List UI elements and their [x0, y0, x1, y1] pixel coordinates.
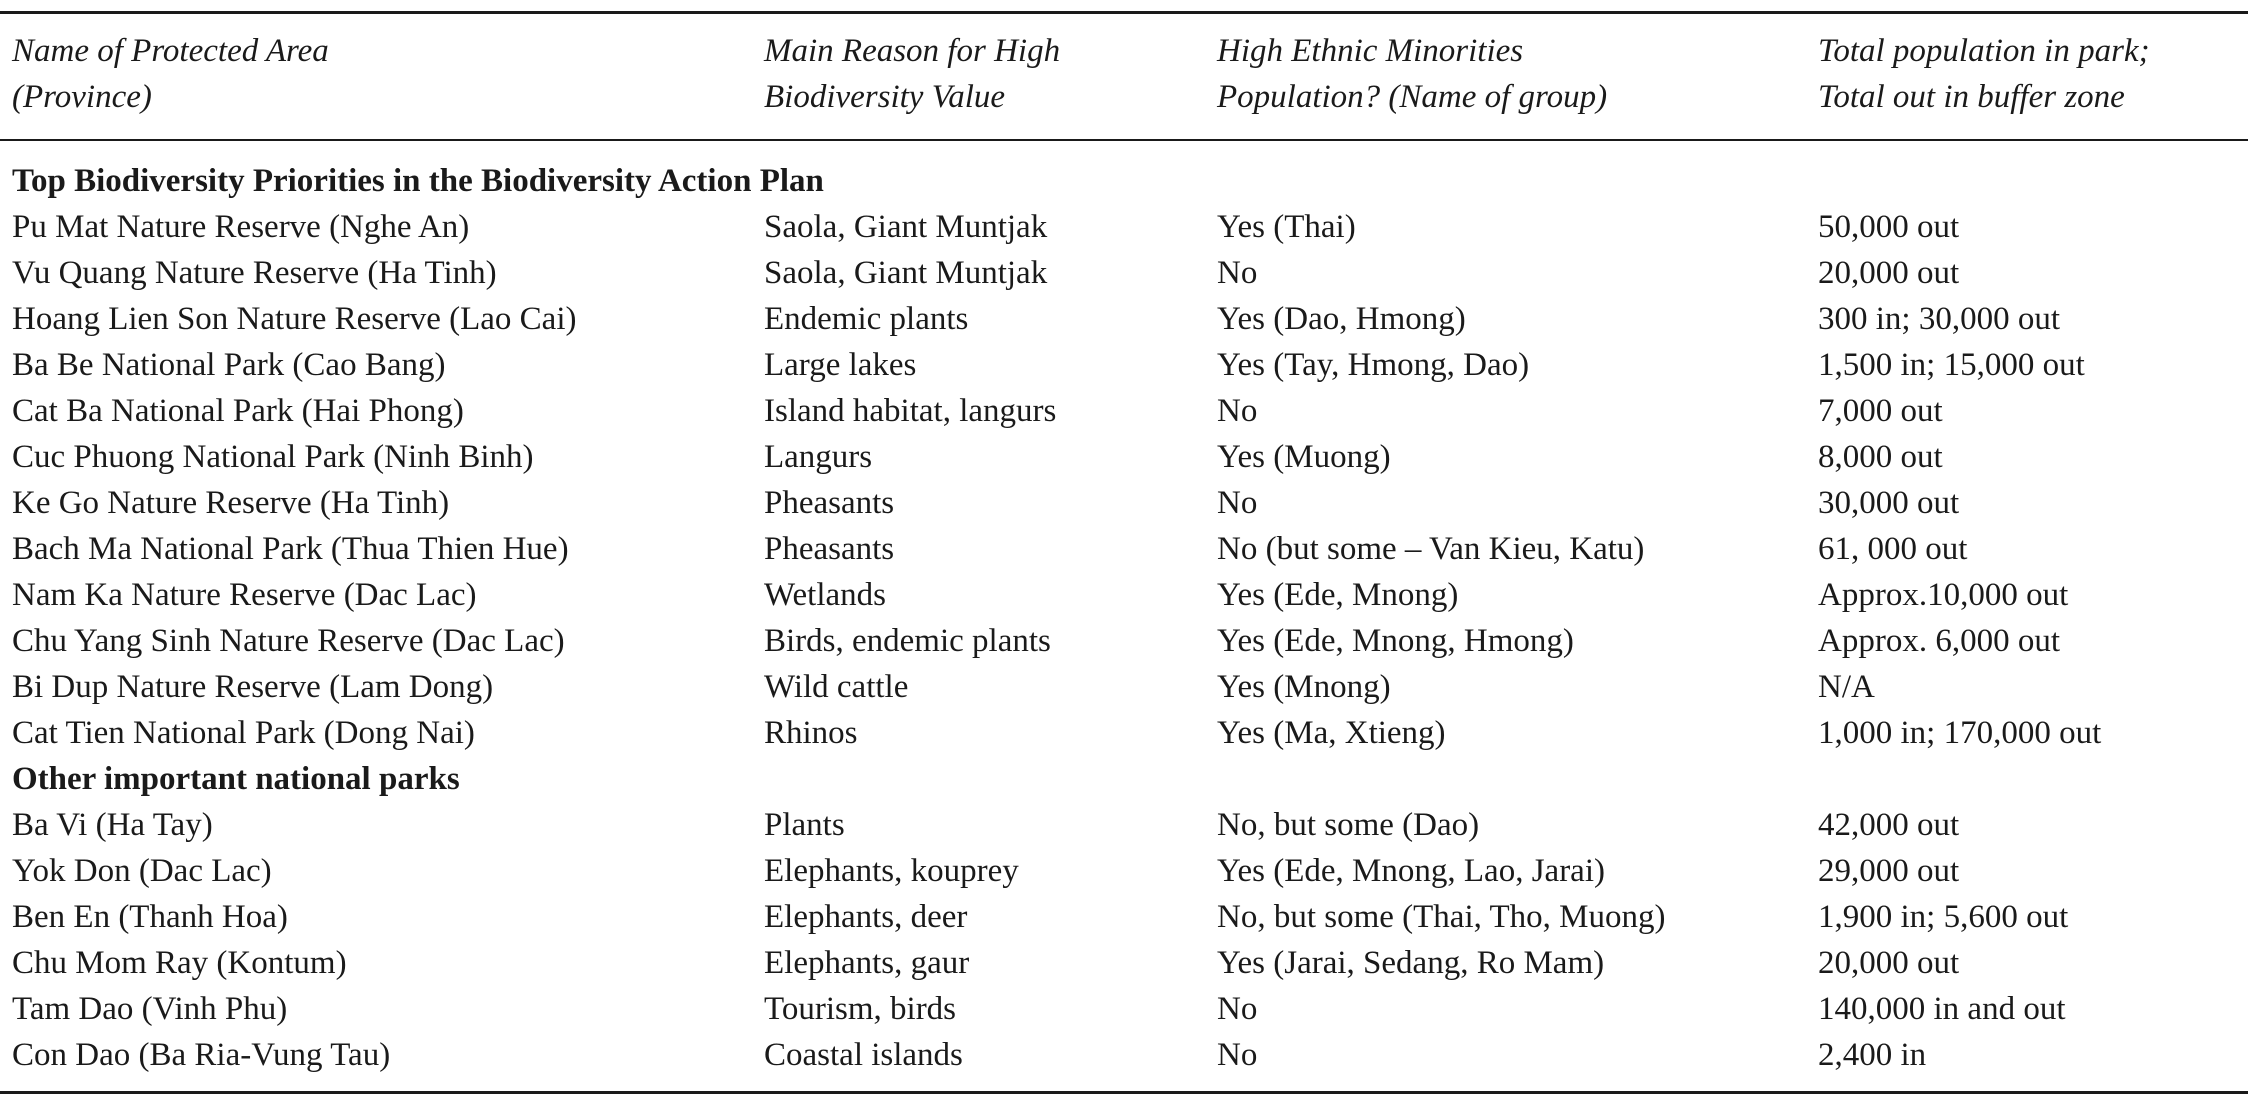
cell-ethnic-minorities: No: [1217, 991, 1258, 1027]
cell-protected-area: Chu Yang Sinh Nature Reserve (Dac Lac): [12, 623, 565, 659]
cell-main-reason: Elephants, gaur: [764, 945, 970, 981]
cell-ethnic-minorities: Yes (Ede, Mnong): [1217, 577, 1459, 613]
section-heading: [0, 756, 2248, 802]
cell-protected-area: Ba Vi (Ha Tay): [12, 807, 213, 843]
cell-main-reason: Rhinos: [764, 715, 858, 751]
section-title: Other important national parks: [12, 761, 460, 797]
cell-ethnic-minorities: No: [1217, 485, 1258, 521]
cell-population: 7,000 out: [1818, 393, 1943, 429]
table-row: [0, 342, 2248, 388]
cell-population: 8,000 out: [1818, 439, 1943, 475]
cell-population: N/A: [1818, 669, 1875, 705]
cell-protected-area: Bi Dup Nature Reserve (Lam Dong): [12, 669, 494, 705]
table-row: [0, 1032, 2248, 1078]
cell-ethnic-minorities: Yes (Ede, Mnong, Lao, Jarai): [1217, 853, 1605, 889]
cell-population: 61, 000 out: [1818, 531, 1968, 567]
table-row: [0, 204, 2248, 250]
header-ethnic-minorities: [1217, 28, 1607, 120]
cell-ethnic-minorities: No: [1217, 1037, 1258, 1073]
header-line: Total out in buffer zone: [1818, 79, 2125, 115]
header-main-reason: [764, 28, 1060, 120]
table-row: [0, 434, 2248, 480]
cell-main-reason: Large lakes: [764, 347, 917, 383]
table-row: [0, 618, 2248, 664]
cell-protected-area: Chu Mom Ray (Kontum): [12, 945, 347, 981]
table-row: [0, 986, 2248, 1032]
table-row: [0, 526, 2248, 572]
cell-ethnic-minorities: Yes (Tay, Hmong, Dao): [1217, 347, 1530, 383]
cell-protected-area: Hoang Lien Son Nature Reserve (Lao Cai): [12, 301, 577, 337]
cell-ethnic-minorities: Yes (Thai): [1217, 209, 1356, 245]
cell-population: 2,400 in: [1818, 1037, 1927, 1073]
cell-main-reason: Birds, endemic plants: [764, 623, 1051, 659]
cell-population: 140,000 in and out: [1818, 991, 2066, 1027]
cell-protected-area: Cuc Phuong National Park (Ninh Binh): [12, 439, 534, 475]
cell-protected-area: Con Dao (Ba Ria-Vung Tau): [12, 1037, 391, 1073]
cell-protected-area: Vu Quang Nature Reserve (Ha Tinh): [12, 255, 497, 291]
cell-population: 1,900 in; 5,600 out: [1818, 899, 2069, 935]
cell-protected-area: Bach Ma National Park (Thua Thien Hue): [12, 531, 569, 567]
header-line: Main Reason for High: [764, 33, 1061, 69]
cell-ethnic-minorities: Yes (Mnong): [1217, 669, 1391, 705]
cell-main-reason: Elephants, deer: [764, 899, 968, 935]
cell-main-reason: Wetlands: [764, 577, 886, 613]
cell-main-reason: Pheasants: [764, 485, 895, 521]
table-row: [0, 250, 2248, 296]
cell-main-reason: Island habitat, langurs: [764, 393, 1057, 429]
header-name-of-protected-area: [12, 28, 329, 120]
cell-main-reason: Coastal islands: [764, 1037, 963, 1073]
cell-population: Approx.10,000 out: [1818, 577, 2069, 613]
table-header: [0, 28, 2248, 128]
cell-population: 30,000 out: [1818, 485, 1960, 521]
table-row: [0, 848, 2248, 894]
cell-ethnic-minorities: No: [1217, 255, 1258, 291]
table-row: [0, 388, 2248, 434]
table-row: [0, 710, 2248, 756]
header-rule: [0, 139, 2248, 141]
cell-main-reason: Endemic plants: [764, 301, 969, 337]
table-row: [0, 480, 2248, 526]
cell-main-reason: Wild cattle: [764, 669, 909, 705]
cell-ethnic-minorities: Yes (Jarai, Sedang, Ro Mam): [1217, 945, 1605, 981]
cell-ethnic-minorities: Yes (Ede, Mnong, Hmong): [1217, 623, 1574, 659]
section-heading: [0, 158, 2248, 204]
top-rule: [0, 11, 2248, 14]
cell-population: 20,000 out: [1818, 255, 1960, 291]
cell-ethnic-minorities: No, but some (Thai, Tho, Muong): [1217, 899, 1666, 935]
cell-main-reason: Plants: [764, 807, 845, 843]
cell-protected-area: Nam Ka Nature Reserve (Dac Lac): [12, 577, 477, 613]
bottom-rule: [0, 1091, 2248, 1094]
cell-protected-area: Yok Don (Dac Lac): [12, 853, 272, 889]
header-total-population: [1818, 28, 2150, 120]
cell-population: Approx. 6,000 out: [1818, 623, 2060, 659]
cell-main-reason: Pheasants: [764, 531, 895, 567]
cell-protected-area: Cat Ba National Park (Hai Phong): [12, 393, 464, 429]
cell-main-reason: Elephants, kouprey: [764, 853, 1019, 889]
cell-population: 1,500 in; 15,000 out: [1818, 347, 2085, 383]
table-body: [0, 158, 2248, 1078]
cell-protected-area: Cat Tien National Park (Dong Nai): [12, 715, 475, 751]
cell-population: 20,000 out: [1818, 945, 1960, 981]
cell-ethnic-minorities: Yes (Muong): [1217, 439, 1391, 475]
header-line: Name of Protected Area: [12, 33, 329, 69]
header-line: (Province): [12, 79, 152, 115]
cell-protected-area: Tam Dao (Vinh Phu): [12, 991, 288, 1027]
cell-ethnic-minorities: Yes (Dao, Hmong): [1217, 301, 1466, 337]
header-line: Population? (Name of group): [1217, 79, 1608, 115]
cell-ethnic-minorities: No, but some (Dao): [1217, 807, 1480, 843]
cell-population: 29,000 out: [1818, 853, 1960, 889]
cell-main-reason: Langurs: [764, 439, 873, 475]
cell-population: 50,000 out: [1818, 209, 1960, 245]
header-line: High Ethnic Minorities: [1217, 33, 1524, 69]
section-title: Top Biodiversity Priorities in the Biodiversity Action Plan: [12, 163, 824, 199]
cell-population: 42,000 out: [1818, 807, 1960, 843]
cell-main-reason: Tourism, birds: [764, 991, 957, 1027]
cell-protected-area: Ba Be National Park (Cao Bang): [12, 347, 446, 383]
header-line: Biodiversity Value: [764, 79, 1006, 115]
table-row: [0, 802, 2248, 848]
cell-ethnic-minorities: Yes (Ma, Xtieng): [1217, 715, 1446, 751]
cell-population: 1,000 in; 170,000 out: [1818, 715, 2102, 751]
cell-ethnic-minorities: No (but some – Van Kieu, Katu): [1217, 531, 1645, 567]
cell-protected-area: Ke Go Nature Reserve (Ha Tinh): [12, 485, 450, 521]
cell-main-reason: Saola, Giant Muntjak: [764, 255, 1048, 291]
cell-protected-area: Ben En (Thanh Hoa): [12, 899, 288, 935]
header-line: Total population in park;: [1818, 33, 2150, 69]
table-row: [0, 572, 2248, 618]
table-row: [0, 894, 2248, 940]
table-row: [0, 296, 2248, 342]
table-row: [0, 664, 2248, 710]
table-row: [0, 940, 2248, 986]
cell-main-reason: Saola, Giant Muntjak: [764, 209, 1048, 245]
cell-protected-area: Pu Mat Nature Reserve (Nghe An): [12, 209, 470, 245]
cell-ethnic-minorities: No: [1217, 393, 1258, 429]
cell-population: 300 in; 30,000 out: [1818, 301, 2061, 337]
